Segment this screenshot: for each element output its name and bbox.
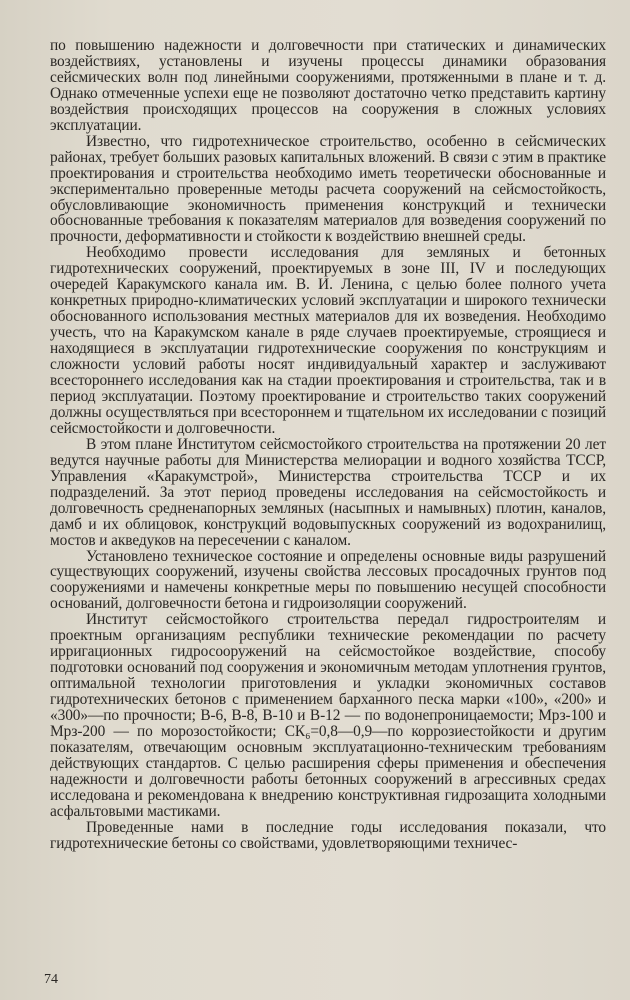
paragraph-4: В этом плане Институтом сейсмостойкого строительства на протяжении 20 лет ведутся научные работы для Министерства мелиорации и водного хозяйства ТССР, Управления «Каракумстрой», Министерства строительства ТССР и их подразделений. За этот период проведены исследования на сейсмостойкость и долговечность средненапорных земляных (насыпных и намывных) плотин, каналов, дамб и их облицовок, конструкций водовыпускных сооружений из водохранилищ, мостов и акведуков на пересечении с каналом.	[50, 435, 606, 549]
paragraph-2: Известно, что гидротехническое строительство, особенно в сейсмических районах, требует больших разовых капитальных вложений. В связи с этим в практике проектирования и строительства необходимо иметь теоретически обоснованные и экспериментально проверенные методы расчета сооружений на сейсмостойкость, обусловливающие экономичность применения конструкций и технически обоснованные требования к показателям материалов для возведения сооружений по прочности, деформативности и стойкости к воздействию внешней среды.	[50, 132, 606, 246]
paragraph-7: Проведенные нами в последние годы исследования показали, что гидротехнические бетоны со свойствами, удовлетворяющими техничес-	[50, 818, 606, 852]
paragraph-3: Необходимо провести исследования для земляных и бетонных гидротехнических сооружений, проектируемых в зоне III, IV и последующих очередей Каракумского канала им. В. И. Ленина, с целью более полного учета конкретных природно-климатических условий эксплуатации и широкого технически обоснованного использования местных материалов для их возведения. Необходимо учесть, что на Каракумском канале в ряде случаев проектируемые, строящиеся и находящиеся в эксплуатации гидротехнические сооружения по конструкциям и сложности условий работы носят индивидуальный характер и заслуживают всестороннего исследования как на стадии проектирования и строительства, так и в период эксплуатации. Поэтому проектирование и строительство таких сооружений должны осуществляться при всестороннем и тщательном их исследовании с позиций сейсмостойкости и долговечности.	[50, 244, 606, 437]
paragraph-6: Институт сейсмостойкого строительства передал гидростроителям и проектным организациям республики технические рекомендации по расчету ирригационных гидросооружений на сейсмостойкое воздействие, способу подготовки оснований под сооружения и экономичным методам уплотнения грунтов, оптимальной технологии приготовления и укладки экономичных составов гидротехнических бетонов с применением барханного песка марки «100», «200» и «300»—по прочности; В-6, В-8, В-10 и В-12 — по водонепроницаемости; Мрз-100 и Мрз-200 — по морозостойкости; СК₆=0,8—0,9—по коррозиестойкости и другим показателям, отвечающим основным эксплуатационно-техническим требованиям действующих стандартов. С целью расширения сферы применения и обеспечения надежности и долговечности работы бетонных сооружений в агрессивных средах исследована и рекомендована к внедрению конструктивная гидрозащита холодными асфальтовыми мастиками.	[50, 611, 606, 820]
paragraph-5: Установлено техническое состояние и определены основные виды разрушений существующих сооружений, изучены свойства лессовых просадочных грунтов под сооружениями и намечены конкретные меры по повышению несущей способности оснований, долговечности бетона и гидроизоляции сооружений.	[50, 547, 606, 613]
text-body	[50, 38, 606, 852]
page-number: 74	[44, 972, 58, 987]
paragraph-1: по повышению надежности и долговечности при статических и динамических воздействиях, установлены и изучены процессы динамики образования сейсмических волн под линейными сооружениями, протяженными в плане и т. д. Однако отмеченные успехи еще не позволяют достаточно четко представить картину воздействия происходящих процессов на сооружения в сложных условиях эксплуатации.	[50, 37, 606, 134]
